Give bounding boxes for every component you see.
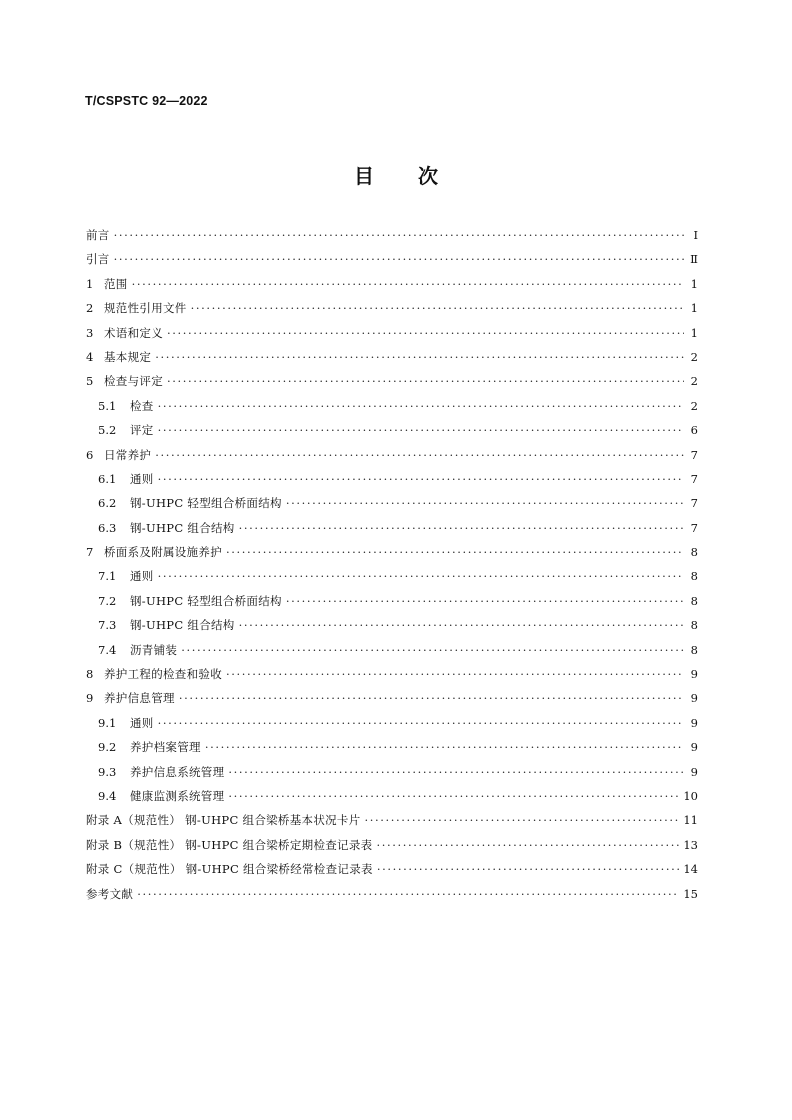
toc-entry-label: 通则	[130, 471, 154, 486]
toc-entry-number: 8	[86, 667, 94, 682]
dot-leader	[376, 838, 679, 852]
toc-entry-number: 7.4	[98, 642, 117, 657]
toc-entry-label: 钢-UHPC 组合结构	[130, 618, 235, 633]
toc-entry-page: 2	[690, 349, 698, 364]
toc-entry-label: 养护工程的检查和验收	[104, 667, 222, 682]
toc-entry-number: 9	[86, 691, 94, 706]
toc-entry-label: 养护信息管理	[104, 691, 175, 706]
toc-entry-label: 检查	[130, 398, 154, 413]
toc-entry-number: 7.1	[98, 569, 117, 584]
toc-entry[interactable]	[86, 422, 698, 446]
toc-entry-number: 5.2	[98, 423, 117, 438]
toc-entry[interactable]	[86, 398, 698, 422]
dot-leader	[228, 789, 679, 803]
toc-entry[interactable]	[86, 520, 698, 544]
toc-entry-number: 3	[86, 325, 94, 340]
dot-leader	[365, 813, 680, 827]
toc-entry-number: 6.1	[98, 471, 117, 486]
toc-entry[interactable]	[86, 471, 698, 495]
toc-entry-label: 参考文献	[86, 886, 134, 901]
toc-entry-page: 13	[683, 837, 698, 852]
toc-entry-label: 养护信息系统管理	[130, 764, 225, 779]
toc-entry-page: 7	[690, 496, 698, 511]
toc-entry-label: 日常养护	[104, 447, 152, 462]
toc-entry-label: 附录 A（规范性） 钢-UHPC 组合梁桥基本状况卡片	[86, 813, 361, 828]
toc-entry-page: 1	[690, 325, 698, 340]
toc-entry-label: 通则	[130, 569, 154, 584]
toc-entry-label: 引言	[86, 252, 110, 267]
toc-entry-number: 4	[86, 349, 94, 364]
toc-entry-number: 1	[86, 276, 94, 291]
toc-entry-page: 2	[690, 398, 698, 413]
toc-entry-number: 6	[86, 447, 94, 462]
dot-leader	[181, 643, 684, 657]
dot-leader	[286, 496, 684, 510]
toc-entry-label: 钢-UHPC 组合结构	[130, 520, 235, 535]
standard-code: T/CSPSTC 92—2022	[85, 94, 208, 108]
toc-entry-page: 9	[690, 740, 698, 755]
toc-entry-number: 6.2	[98, 496, 117, 511]
toc-entry-number: 9.4	[98, 788, 117, 803]
toc-entry[interactable]	[86, 764, 698, 788]
toc-entry-page: 1	[690, 276, 698, 291]
toc-entry-page: Ⅱ	[690, 252, 698, 267]
toc-entry-label: 前言	[86, 228, 110, 242]
dot-leader	[179, 691, 684, 705]
toc-entry-page: 1	[690, 301, 698, 316]
toc-entry-number: 7.2	[98, 593, 117, 608]
toc-entry[interactable]	[86, 349, 698, 373]
toc-entry-page: 8	[690, 642, 698, 657]
toc-entry-page: 15	[683, 886, 698, 901]
dot-leader	[226, 667, 684, 681]
toc-entry-label: 养护档案管理	[130, 740, 201, 755]
title-char-1: 目	[354, 164, 374, 188]
toc-entry-number: 9.1	[98, 715, 117, 730]
toc-entry-page: 8	[690, 569, 698, 584]
dot-leader	[114, 228, 684, 242]
dot-leader	[286, 594, 684, 608]
toc-entry[interactable]	[86, 642, 698, 666]
dot-leader	[158, 716, 684, 730]
toc-entry-label: 健康监测系统管理	[130, 788, 225, 803]
toc-entry-label: 沥青铺装	[130, 642, 178, 657]
toc-entry-number: 9.2	[98, 740, 117, 755]
toc-entry-label: 评定	[130, 423, 154, 438]
toc-entry[interactable]	[86, 739, 698, 763]
toc-entry[interactable]	[86, 568, 698, 592]
toc-entry[interactable]	[86, 812, 698, 836]
toc-entry[interactable]	[86, 666, 698, 690]
toc-entry-page: 8	[690, 593, 698, 608]
toc-entry-page: 8	[690, 545, 698, 560]
page-title	[0, 160, 792, 189]
toc-entry-page: 10	[683, 788, 698, 803]
dot-leader	[158, 569, 684, 583]
toc-entry[interactable]	[86, 373, 698, 397]
toc-entry-label: 桥面系及附属设施养护	[104, 545, 222, 560]
dot-leader	[132, 277, 684, 291]
toc-entry-page: 7	[690, 447, 698, 462]
toc-entry[interactable]	[86, 593, 698, 617]
toc-entry-label: 基本规定	[104, 349, 152, 364]
dot-leader	[155, 448, 684, 462]
toc-entry-label: 通则	[130, 715, 154, 730]
toc-entry[interactable]	[86, 495, 698, 519]
toc-entry-page: 2	[690, 374, 698, 389]
dot-leader	[137, 887, 679, 901]
toc-entry[interactable]	[86, 447, 698, 471]
toc-entry-page: 9	[690, 667, 698, 682]
dot-leader	[158, 399, 684, 413]
dot-leader	[114, 252, 684, 266]
table-of-contents	[86, 227, 698, 910]
toc-entry-number: 9.3	[98, 764, 117, 779]
toc-entry-number: 6.3	[98, 520, 117, 535]
toc-entry-page: 7	[690, 520, 698, 535]
toc-entry[interactable]	[86, 544, 698, 568]
toc-entry[interactable]	[86, 886, 698, 910]
toc-entry[interactable]	[86, 227, 698, 251]
dot-leader	[239, 618, 684, 632]
toc-entry-number: 2	[86, 301, 94, 316]
toc-entry[interactable]	[86, 837, 698, 861]
toc-entry-page: 9	[690, 764, 698, 779]
toc-entry[interactable]	[86, 276, 698, 300]
dot-leader	[226, 545, 684, 559]
toc-entry-label: 检查与评定	[104, 374, 163, 389]
toc-entry-label: 规范性引用文件	[104, 301, 187, 316]
toc-entry[interactable]	[86, 690, 698, 714]
dot-leader	[158, 423, 684, 437]
dot-leader	[205, 740, 684, 754]
dot-leader	[167, 374, 684, 388]
toc-entry-page: 14	[683, 862, 698, 877]
toc-entry-label: 钢-UHPC 轻型组合桥面结构	[130, 593, 282, 608]
dot-leader	[239, 521, 684, 535]
dot-leader	[167, 326, 684, 340]
toc-entry-label: 附录 C（规范性） 钢-UHPC 组合梁桥经常检查记录表	[86, 862, 373, 877]
dot-leader	[158, 472, 684, 486]
toc-entry-page: 8	[690, 618, 698, 633]
toc-entry-page: Ⅰ	[693, 228, 698, 242]
toc-entry-number: 5.1	[98, 398, 117, 413]
toc-entry[interactable]	[86, 325, 698, 349]
toc-entry-label: 范围	[104, 276, 128, 291]
toc-entry[interactable]	[86, 715, 698, 739]
dot-leader	[228, 765, 684, 779]
toc-entry-label: 附录 B（规范性） 钢-UHPC 组合梁桥定期检查记录表	[86, 837, 373, 852]
toc-entry[interactable]	[86, 788, 698, 812]
dot-leader	[377, 862, 680, 876]
dot-leader	[191, 301, 684, 315]
title-char-2: 次	[418, 164, 438, 188]
toc-entry-page: 11	[683, 813, 698, 828]
toc-entry-label: 术语和定义	[104, 325, 163, 340]
toc-entry-number: 7.3	[98, 618, 117, 633]
toc-entry[interactable]	[86, 861, 698, 885]
toc-entry-page: 6	[690, 423, 698, 438]
toc-entry-page: 7	[690, 471, 698, 486]
toc-entry[interactable]	[86, 251, 698, 275]
toc-entry-number: 5	[86, 374, 94, 389]
toc-entry-label: 钢-UHPC 轻型组合桥面结构	[130, 496, 282, 511]
toc-entry-page: 9	[690, 715, 698, 730]
toc-entry[interactable]	[86, 300, 698, 324]
toc-entry[interactable]	[86, 617, 698, 641]
dot-leader	[155, 350, 684, 364]
toc-entry-page: 9	[690, 691, 698, 706]
toc-entry-number: 7	[86, 545, 94, 560]
